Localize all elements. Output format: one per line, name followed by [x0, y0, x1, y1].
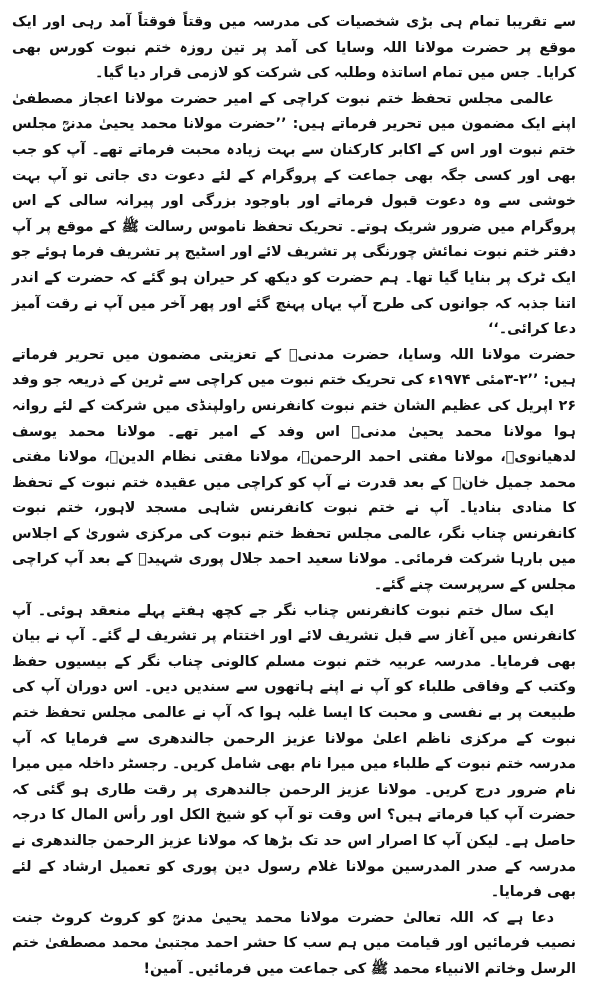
- paragraph-allah-wasaya-quote: حضرت مولانا اللہ وسایا، حضرت مدنیؒ کے تعزیتی مضمون میں تحریر فرماتے ہیں: ’’۲-۳مئی ۱۹۷۴ء کی تحریک ختم نبوت میں کراچی سے ٹرین کے ذریعہ جو وفد ۲۶ اپریل کی عظیم الشان ختم نبوت کانفرنس راولپنڈی میں شرکت کے لئے روانہ ہوا مولانا محمد یحییٰ مدنیؒ اس وفد کے امیر تھے۔ مولانا محمد یوسف لدھیانویؒ، مولانا مفتی احمد الرحمنؒ، مولانا مفتی نظام الدینؒ، مولانا مفتی محمد جمیل خانؒ کے بعد قدرت نے آپ کو کراچی میں عقیدہ ختم نبوت کے تحفظ کا منادی بنادیا۔ آپ نے ختم نبوت کانفرنس شاہی مسجد لاہور، ختم نبوت کانفرنس چناب نگر، عالمی مجلس تحفظ ختم نبوت کی مرکزی شوریٰ کے اجلاس میں بارہا شرکت فرمائی۔ مولانا سعید احمد جلال پوری شہیدؒ کے بعد آپ کراچی مجلس کے سرپرست چنے گئے۔: [12, 346, 576, 594]
- paragraph-chenab-nagar-conference: ایک سال ختم نبوت کانفرنس چناب نگر جے کچھ ہفتے پہلے منعقد ہوئی۔ آپ کانفرنس میں آغاز سے قبل تشریف لائے اور اختتام پر تشریف لے گئے۔ آپ نے بیان بھی فرمایا۔ مدرسہ عربیہ ختم نبوت مسلم کالونی چناب نگر کے بیسیوں حفظ وکتب کے وفاقی طلباء کو آپ نے اپنے ہاتھوں سے سندیں دیں۔ اس دوران آپ کی طبیعت پر بے نفسی و محبت کا ایسا غلبہ ہوا کہ آپ نے عالمی مجلس تحفظ ختم نبوت کے مرکزی ناظم اعلیٰ مولانا عزیز الرحمن جالندھری سے فرمایا کہ آپ مدرسہ ختم نبوت کے طلباء میں میرا نام بھی شامل کریں۔ رجسٹر داخلہ میں میرا نام ضرور درج کریں۔ مولانا عزیز الرحمن جالندھری پر رقت طاری ہو گئی کہ حضرت آپ کیا فرماتے ہیں؟ اس وقت تو آپ کو شیخ الکل اور رأس المال کا درجہ حاصل ہے۔ لیکن آپ کا اصرار اس حد تک بڑھا کہ مولانا عزیز الرحمن جالندھری نے مدرسہ کے صدر المدرسین مولانا غلام رسول دین پوری کو تعمیل ارشاد کے لئے بھی فرمایا۔: [12, 602, 576, 901]
- paragraph-madrasa-visits: سے تقریبا تمام ہی بڑی شخصیات کی مدرسہ میں وقتاً فوقتاً آمد رہی اور ایک موقع پر حضرت مولانا اللہ وسایا کی آمد پر تین روزہ ختم نبوت کورس بھی کرایا۔ جس میں تمام اساتذہ وطلبہ کی شرکت کو لازمی قرار دیا گیا۔: [12, 14, 576, 82]
- paragraph-closing-dua: دعا ہے کہ اللہ تعالیٰ حضرت مولانا محمد یحییٰ مدنیؒ کو کروٹ کروٹ جنت نصیب فرمائیں اور قیامت میں ہم سب کا حشر احمد مجتبیٰ محمد مصطفیٰ ختم الرسل وخاتم الانبیاء محمد ﷺ کی جماعت میں فرمائیں۔ آمین!: [12, 909, 576, 977]
- paragraph-ijaz-mustafa-quote: عالمی مجلس تحفظ ختم نبوت کراچی کے امیر حضرت مولانا اعجاز مصطفیٰ اپنے ایک مضمون میں تحریر فرماتے ہیں: ’’حضرت مولانا محمد یحییٰ مدنیؒ مجلس ختم نبوت اور اس کے اکابر کارکنان سے بہت زیادہ محبت فرماتے تھے۔ آپ کو جب بھی اور کسی جگہ بھی جماعت کے پروگرام کے لئے دعوت دی جاتی تو آپ بہت خوشی سے وہ دعوت قبول فرماتے اور باوجود بزرگی اور پیرانہ سالی کے اس پروگرام میں ضرور شریک ہوتے۔ تحریک تحفظ ناموس رسالت ﷺ کے موقع پر آپ دفتر ختم نبوت نمائش چورنگی پر تشریف لائے اور اسٹیج پر تشریف فرما ہوئے جو ایک ٹرک پر بنایا گیا تھا۔ ہم حضرت کو دیکھ کر حیران ہو گئے کہ حضرت کے اندر اتنا جذبہ کہ جوانوں کی طرح آپ یہاں پہنچ گئے اور پھر آخر میں آپ نے رقت آمیز دعا کرائی۔‘‘: [12, 90, 576, 338]
